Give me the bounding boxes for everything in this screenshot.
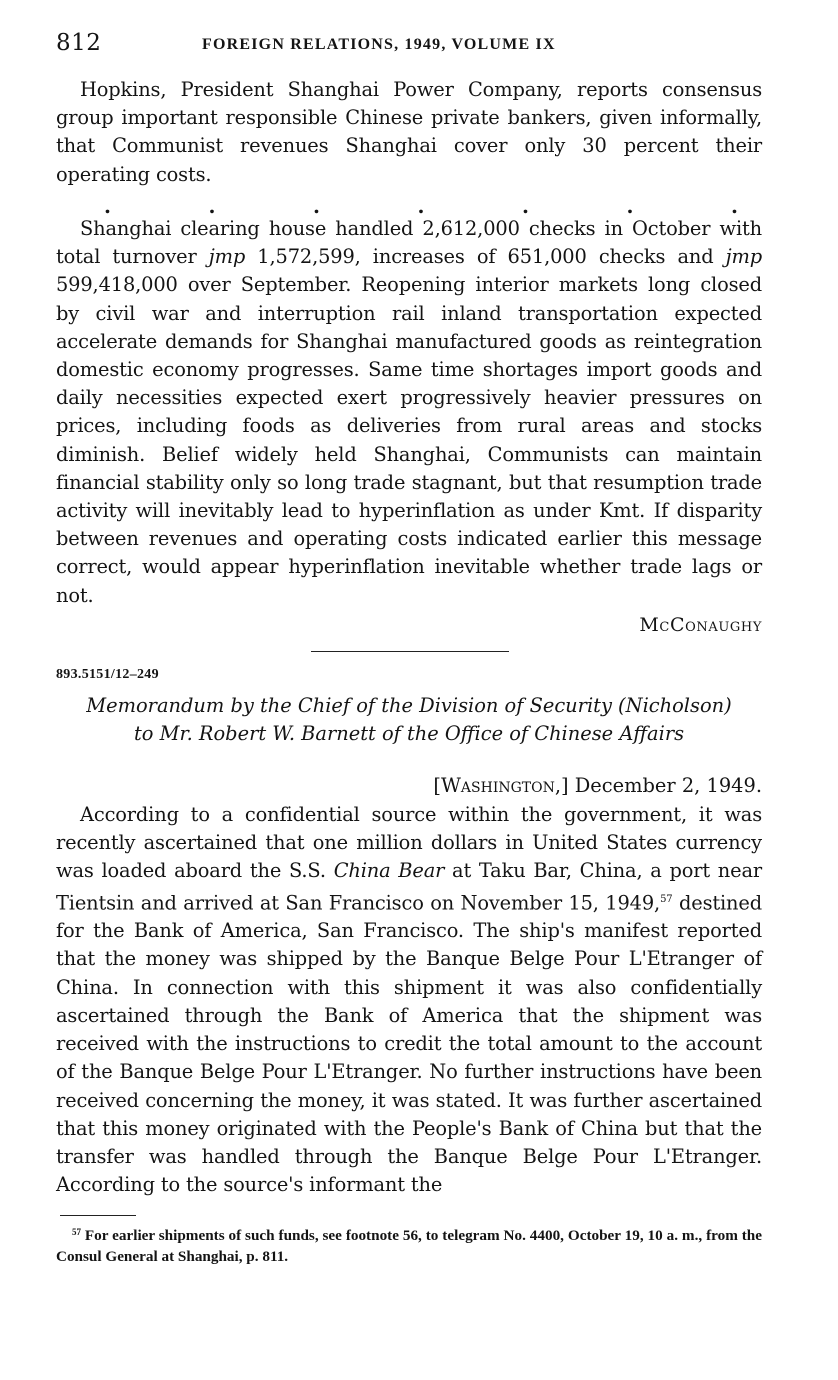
dot: . xyxy=(731,194,738,218)
document-title xyxy=(56,692,762,748)
paragraph-text: Hopkins, President Shanghai Power Company, reports consensus group important responsible Chinese private bankers, given informally, that Communist revenues Shanghai cover only 30 percent their operating costs. xyxy=(56,78,762,186)
paragraph-text xyxy=(56,801,762,1199)
footnote xyxy=(56,1222,762,1267)
text-run: destined for the Bank of America, San Francisco. The ship's manifest reported that the money was shipped by the Banque Belge Pour L'Etranger of China. In connection with this shipment it was also confidentially ascertained through the Bank of America that the shipment was received with the instructions to credit the total amount to the account of the Banque Belge Pour L'Etranger. No further instructions have been received concerning the money, it was stated. It was further ascertained that this money originated with the People's Bank of China but that the transfer was handled through the Banque Belge Pour L'Etranger. According to the source's informant the xyxy=(56,891,762,1197)
text-run: 599,418,000 over September. Reopening interior markets long closed by civil war and interruption rail inland transportation expected accelerate demands for Shanghai manufactured goods as reintegration domestic economy progresses. Same time shortages import goods and daily necessities expected exert progressively heavier pressures on prices, including foods as deliveries from rural areas and stocks diminish. Belief widely held Shanghai, Communists can maintain financial stability only so long trade stagnant, but that resumption trade activity will inevitably lead to hyperinflation as under Kmt. If disparity between revenues and operating costs indicated earlier this message correct, would appear hyperinflation inevitable whether trade lags or not. xyxy=(56,273,762,607)
dot: . xyxy=(417,194,425,218)
title-line-1: Memorandum by the Chief of the Division of Security (Nicholson) xyxy=(86,694,732,717)
dateline xyxy=(433,774,762,797)
signature: McConaughy xyxy=(639,614,762,636)
dot: . xyxy=(626,194,634,218)
text-run: 1,572,599, increases of 651,000 checks and xyxy=(245,245,726,269)
currency-abbrev: jmp xyxy=(725,245,762,269)
footnote-text: For earlier shipments of such funds, see footnote 56, to telegram No. 4400, October 19, 10 a. m., from the Consul General at Shanghai, p. 811. xyxy=(56,1227,762,1265)
text-run: According to a confidential source within the government, it was recently ascertained that one million dollars in United States currency was loaded aboard the S.S. xyxy=(56,803,762,883)
footnote-rule xyxy=(60,1215,136,1216)
section-divider xyxy=(311,651,509,652)
title-line-2: to Mr. Robert W. Barnett of the Office of Chinese Affairs xyxy=(133,722,685,745)
telegram-paragraph-2 xyxy=(56,215,762,610)
memorandum-paragraph xyxy=(56,801,762,1199)
dot: . xyxy=(522,194,529,218)
dot: . xyxy=(313,194,320,218)
dateline-date: December 2, 1949. xyxy=(568,774,762,797)
dot: . xyxy=(104,194,111,218)
omission-dots xyxy=(56,196,762,216)
footnote-reference: 57 xyxy=(660,893,673,905)
dot: . xyxy=(208,194,216,218)
dateline-place: [Washington,] xyxy=(433,774,569,797)
text-run: Shanghai clearing house handled 2,612,000 checks in October with total turnover xyxy=(56,217,762,269)
paragraph-text xyxy=(56,215,762,610)
page-header xyxy=(56,30,766,60)
running-title: FOREIGN RELATIONS, 1949, VOLUME IX xyxy=(202,36,556,53)
ship-name: China Bear xyxy=(333,859,445,883)
telegram-paragraph-1 xyxy=(56,76,762,189)
file-number: 893.5151/12–249 xyxy=(56,667,159,682)
currency-abbrev: jmp xyxy=(208,245,246,269)
text-run: at Taku Bar, China, a port near Tientsin and arrived at San Francisco on November 15, 1949, xyxy=(56,859,763,915)
page-number: 812 xyxy=(56,30,102,56)
footnote-marker: 57 xyxy=(72,1227,81,1237)
